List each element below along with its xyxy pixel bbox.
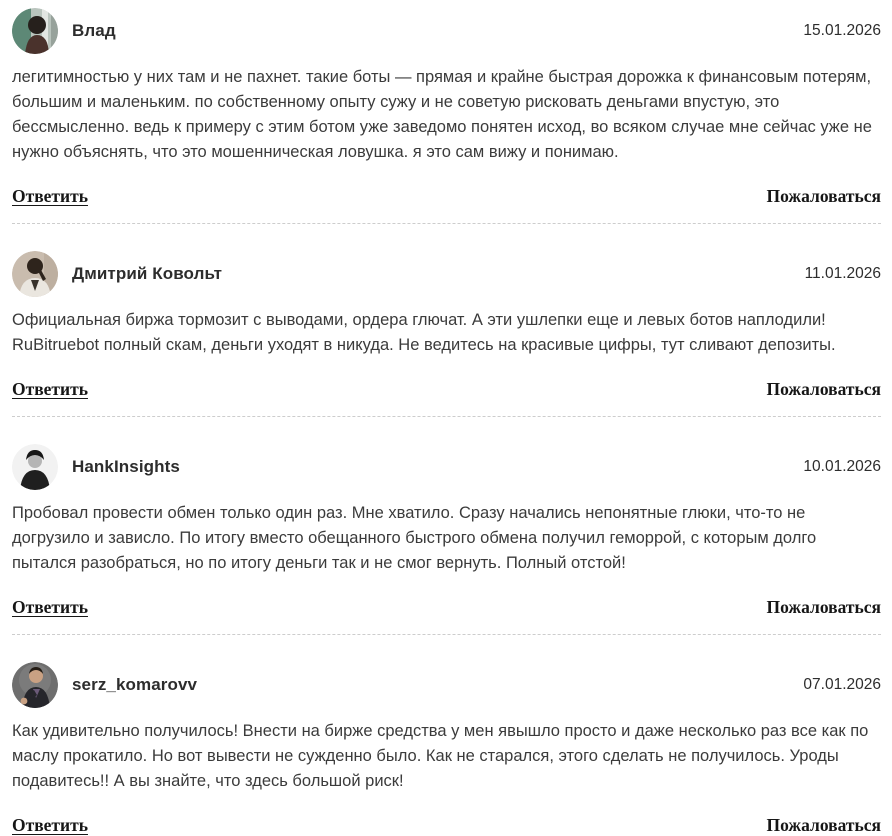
comment-text: Пробовал провести обмен только один раз. Мне хватило. Сразу начались непонятные глюки, что-то не догрузило и зависло. По итогу вместо обещанного быстрого обмена получил геморрой, с которым долго пытался разобраться, но по итогу деньги так и не смог вернуть. Полный отстой!	[12, 504, 817, 572]
comment-text: легитимностью у них там и не пахнет. такие боты — прямая и крайне быстрая дорожка к финансовым потерям, большим и маленьким. по собственному опыту сужу и не советую рисковать деньгами впустую, это бессмысленно. ведь к примеру с этим ботом уже заведомо понятен исход, во всяком случае мне сейчас уже не нужно объяснять, что это мошенническая ловушка. я это сам вижу и понимаю.	[12, 68, 872, 161]
report-link[interactable]: Пожаловаться	[766, 815, 881, 835]
comment-author: HankInsights	[72, 457, 180, 476]
comment-actions	[12, 597, 881, 618]
comment	[12, 417, 881, 635]
comment-text: Официальная биржа тормозит с выводами, ордера глючат. А эти ушлепки еще и левых ботов наплодили! RuBitruebot полный скам, деньги уходят в никуда. Не ведитесь на красивые цифры, тут сливают депозиты.	[12, 311, 836, 354]
reply-link[interactable]: Ответить	[12, 597, 88, 617]
comment	[12, 635, 881, 836]
comment-actions	[12, 815, 881, 836]
comment-author: Влад	[72, 21, 116, 40]
bw-portrait-photo-avatar	[12, 444, 58, 490]
comment-actions	[12, 186, 881, 207]
comment-date: 10.01.2026	[803, 458, 881, 475]
comment-author: serz_komarovv	[72, 675, 198, 694]
comment-header	[12, 251, 881, 297]
reply-link[interactable]: Ответить	[12, 815, 88, 835]
comment-header	[12, 444, 881, 490]
comment-date: 11.01.2026	[804, 265, 881, 282]
report-link[interactable]: Пожаловаться	[766, 597, 881, 617]
man-profile-teal-photo-avatar	[12, 8, 58, 54]
comment-date: 15.01.2026	[803, 22, 881, 39]
reply-link[interactable]: Ответить	[12, 379, 88, 399]
comment	[12, 224, 881, 417]
pointing-man-photo-avatar	[12, 662, 58, 708]
comment-date: 07.01.2026	[803, 676, 881, 693]
reply-link[interactable]: Ответить	[12, 186, 88, 206]
report-link[interactable]: Пожаловаться	[766, 186, 881, 206]
comment-text: Как удивительно получилось! Внести на бирже средства у мен явышло просто и даже несколько раз все как по маслу прокатило. Но вот вывести не сужденно было. Как не старался, этого сделать не получилось. Уроды подавитесь!! А вы знайте, что здесь большой риск!	[12, 722, 869, 790]
report-link[interactable]: Пожаловаться	[766, 379, 881, 399]
comment-actions	[12, 379, 881, 400]
comment-header	[12, 662, 881, 708]
comment-header	[12, 8, 881, 54]
comment	[12, 0, 881, 224]
selfie-white-jacket-photo-avatar	[12, 251, 58, 297]
comment-author: Дмитрий Ковольт	[72, 264, 223, 283]
